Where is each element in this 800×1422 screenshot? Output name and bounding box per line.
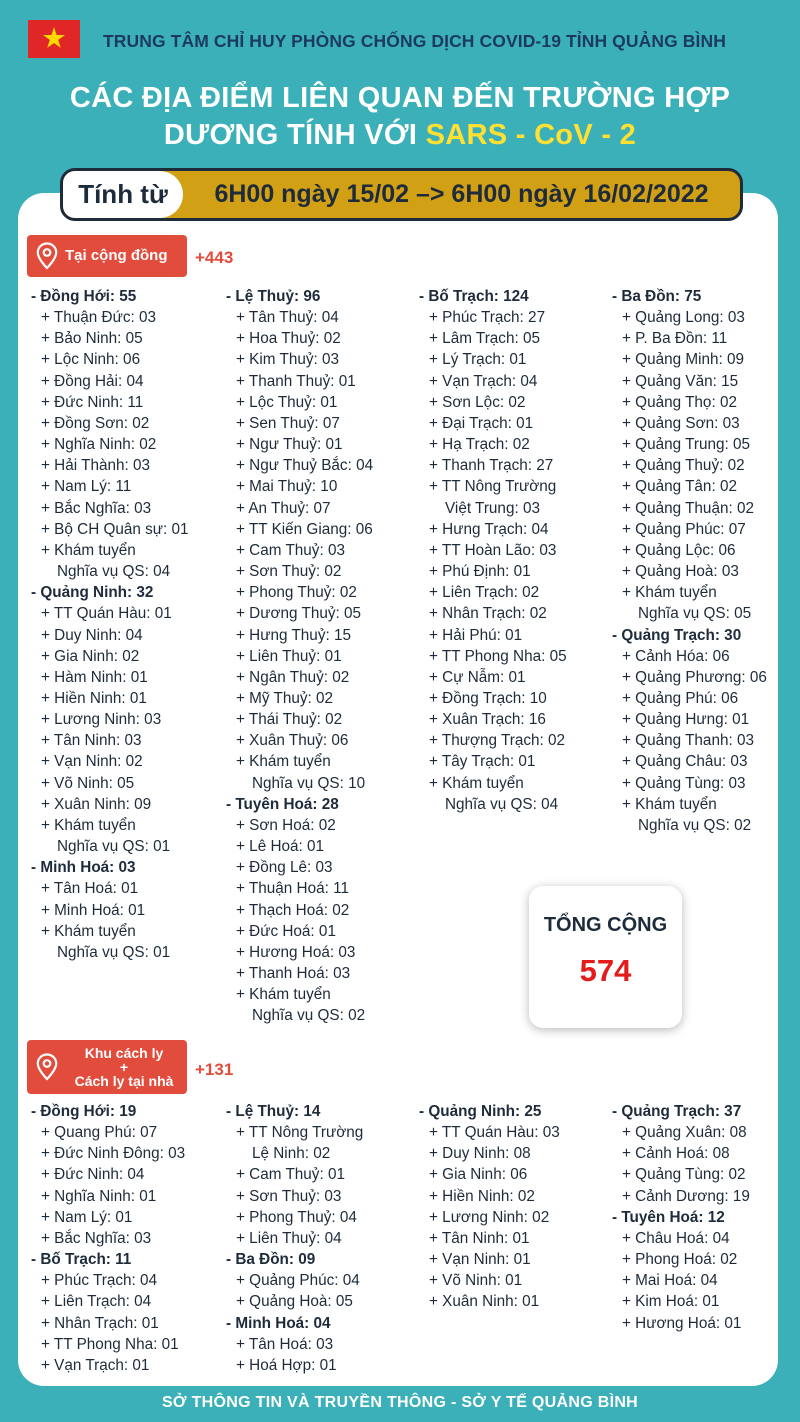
location-item: + Quảng Phương: 06 [622,668,767,686]
location-item: + Ngư Thuỷ: 01 [236,436,343,454]
location-item: + Quảng Phú: 06 [622,689,739,707]
location-item: + Thạch Hoá: 02 [236,901,350,919]
location-item: + Vạn Ninh: 01 [429,1251,531,1269]
district-heading: - Ba Đồn: 09 [226,1251,316,1269]
location-item: + Cảnh Hóa: 06 [622,647,730,665]
location-item: + Quảng Lộc: 06 [622,541,736,559]
location-item: + Nhân Trạch: 02 [429,605,547,623]
location-item: + Khám tuyển [429,774,524,792]
location-item: + TT Nông Trường [429,478,557,496]
location-item: + Cam Thuỷ: 03 [236,541,345,559]
location-item: + Hưng Trạch: 04 [429,520,549,538]
location-item: + TT Nông Trường [236,1124,364,1142]
location-item: + Phong Thuỷ: 02 [236,584,357,602]
location-item: + Nghĩa Ninh: 01 [41,1187,157,1205]
location-item: + TT Phong Nha: 01 [41,1335,179,1353]
location-item: + Hiền Ninh: 01 [41,689,147,707]
location-item: + Thanh Hoá: 03 [236,965,351,982]
district-heading: - Quảng Ninh: 25 [419,1103,542,1120]
location-item: + Duy Ninh: 08 [429,1145,531,1163]
location-item: + Thanh Thuỷ: 01 [236,372,356,390]
location-item: + Đồng Trạch: 10 [429,689,547,707]
location-item: + P. Ba Đồn: 11 [622,330,728,348]
location-item: + Lương Ninh: 03 [41,711,162,729]
location-item-continued: Việt Trung: 03 [445,499,540,517]
location-item: + Thanh Trạch: 27 [429,457,554,475]
location-item: + Dương Thuỷ: 05 [236,605,362,623]
location-item: + Tân Hoá: 03 [236,1335,334,1353]
location-item: + Xuân Ninh: 01 [429,1293,540,1311]
location-item: + Quảng Phúc: 07 [622,520,746,538]
location-item: + Gia Ninh: 06 [429,1166,528,1184]
location-item: + Bộ CH Quân sự: 01 [41,520,189,538]
district-heading: - Lệ Thuỷ: 14 [226,1103,321,1120]
location-item: + Ngân Thuỷ: 02 [236,668,350,686]
date-range-bar [60,168,743,221]
location-item: + Xuân Thuỷ: 06 [236,732,349,750]
community-column [31,286,189,963]
location-item: + Võ Ninh: 05 [41,774,135,792]
community-tag-label: Tại cộng đồng [65,247,168,264]
location-item: + Thái Thuỷ: 02 [236,711,343,729]
location-item: + Bảo Ninh: 05 [41,330,143,348]
location-item: + Hàm Ninh: 01 [41,668,148,686]
location-item: + Quảng Châu: 03 [622,753,748,771]
location-item: + Phong Thuỷ: 04 [236,1208,357,1226]
location-item-continued: Lệ Ninh: 02 [252,1145,331,1163]
location-item: + Võ Ninh: 01 [429,1272,523,1290]
location-item: + Xuân Trạch: 16 [429,711,546,729]
location-item: + TT Quán Hàu: 01 [41,605,172,623]
quarantine-column [226,1101,363,1376]
location-item: + Phúc Trạch: 04 [41,1272,158,1290]
district-heading: - Lệ Thuỷ: 96 [226,288,321,305]
district-heading: - Quảng Trạch: 30 [612,626,742,644]
location-item: + Mỹ Thuỷ: 02 [236,689,334,707]
location-item-continued: Nghĩa vụ QS: 10 [252,774,366,792]
location-item: + An Thuỷ: 07 [236,499,331,517]
location-item: + Liên Trạch: 02 [429,584,540,602]
location-item: + Quảng Thuận: 02 [622,499,754,517]
location-item: + Cự Nẫm: 01 [429,668,526,686]
total-box [529,886,682,1028]
location-item: + Nhân Trạch: 01 [41,1314,159,1332]
location-item: + Lộc Ninh: 06 [41,351,141,369]
location-item: + Quảng Trung: 05 [622,436,750,454]
location-item: + Liên Thuỷ: 04 [236,1229,342,1247]
location-item: + Nghĩa Ninh: 02 [41,436,157,454]
district-heading: - Bố Trạch: 124 [419,288,529,305]
location-item: + Tân Thuỷ: 04 [236,309,339,327]
title-virus-name: SARS - CoV - 2 [425,119,637,151]
location-item: + Tân Ninh: 01 [429,1229,530,1247]
location-item-continued: Nghĩa vụ QS: 02 [252,1007,366,1025]
quarantine-label-plus: + [119,1059,129,1075]
footer-credit: SỞ THÔNG TIN VÀ TRUYỀN THÔNG - SỞ Y TẾ QUẢNG BÌNH [161,1394,639,1411]
location-pin-icon [36,1053,58,1081]
location-item-continued: Nghĩa vụ QS: 01 [57,838,171,856]
location-pin-icon [36,242,58,270]
date-range: 6H00 ngày 15/02 –> 6H00 ngày 16/02/2022 [214,180,709,208]
location-item: + Quảng Hoà: 05 [236,1293,353,1311]
location-item: + Đức Ninh: 11 [41,393,144,411]
community-count: +443 [195,248,234,267]
location-item: + Vạn Trạch: 01 [41,1356,150,1374]
location-item: + Vạn Ninh: 02 [41,753,143,771]
district-heading: - Quảng Ninh: 32 [31,584,154,602]
location-item: + Đức Ninh Đông: 03 [41,1145,186,1163]
location-item: + Hải Phú: 01 [429,626,523,644]
location-item: + Quảng Tùng: 03 [622,774,746,792]
location-item: + Cảnh Hoá: 08 [622,1145,730,1163]
location-item: + Quảng Hưng: 01 [622,711,750,729]
district-heading: - Đồng Hới: 19 [31,1103,137,1120]
location-item: + Gia Ninh: 02 [41,647,140,665]
district-heading: - Minh Hoá: 03 [31,859,136,877]
location-item: + Đồng Lê: 03 [236,859,333,877]
quarantine-label-line-2: Cách ly tại nhà [74,1073,174,1089]
location-item: + Minh Hoá: 01 [41,901,146,919]
quarantine-column [612,1101,750,1334]
location-item: + Ngư Thuỷ Bắc: 04 [236,457,374,475]
district-heading: - Tuyên Hoá: 12 [612,1208,725,1226]
location-item: + Hoa Thuỷ: 02 [236,330,341,348]
location-item: + Sơn Lộc: 02 [429,393,526,411]
location-item: + Quảng Tân: 02 [622,478,737,496]
location-item: + Khám tuyển [41,541,136,559]
location-item: + Hạ Trạch: 02 [429,436,530,454]
location-item: + TT Hoàn Lão: 03 [429,541,557,559]
location-item: + TT Phong Nha: 05 [429,647,567,665]
location-item: + TT Quán Hàu: 03 [429,1124,560,1142]
location-item: + Thuận Hoá: 11 [236,880,349,898]
location-item-continued: Nghĩa vụ QS: 05 [638,605,752,623]
location-item: + Quảng Long: 03 [622,309,745,327]
location-item: + Mai Thuỷ: 10 [236,478,338,496]
location-item: + Thuận Đức: 03 [41,309,156,327]
location-item: + Sơn Hoá: 02 [236,816,336,834]
page-title-line-1: CÁC ĐỊA ĐIỂM LIÊN QUAN ĐẾN TRƯỜNG HỢP [69,82,731,114]
location-item: + Đồng Sơn: 02 [41,414,150,432]
location-item: + Kim Hoá: 01 [622,1293,720,1311]
location-item: + Liên Thuỷ: 01 [236,647,342,665]
community-section-tag [27,235,187,277]
location-item: + Phúc Trạch: 27 [429,309,546,327]
title-prefix: DƯƠNG TÍNH VỚI [163,119,418,151]
location-item: + Tân Hoá: 01 [41,880,139,898]
location-item: + Khám tuyển [236,986,331,1004]
location-item-continued: Nghĩa vụ QS: 02 [638,816,752,834]
community-column [226,286,373,1026]
location-item: + Khám tuyển [41,922,136,940]
location-item: + Mai Hoá: 04 [622,1272,718,1290]
location-item: + Nam Lý: 11 [41,478,132,496]
location-item: + Thượng Trạch: 02 [429,732,566,750]
quarantine-count: +131 [195,1060,234,1079]
location-item: + Kim Thuỷ: 03 [236,351,340,369]
location-item-continued: Nghĩa vụ QS: 04 [57,563,171,581]
community-column [419,286,567,815]
organization-name: TRUNG TÂM CHỈ HUY PHÒNG CHỐNG DỊCH COVID-19 TỈNH QUẢNG BÌNH [103,31,726,51]
location-item: + Khám tuyển [41,816,136,834]
location-item: + Quảng Xuân: 08 [622,1124,747,1142]
location-item: + Quảng Thanh: 03 [622,732,754,750]
quarantine-section-tag [27,1040,187,1094]
location-item: + Lê Hoá: 01 [236,838,325,856]
location-item: + Phú Định: 01 [429,563,531,581]
location-item: + Đức Ninh: 04 [41,1166,145,1184]
location-item: + Quảng Tùng: 02 [622,1166,746,1184]
total-label: TỔNG CỘNG [543,914,668,936]
quarantine-tag-label [65,1046,183,1088]
location-item: + Quảng Hoà: 03 [622,563,739,581]
location-item: + TT Kiến Giang: 06 [236,520,373,538]
location-item: + Lâm Trạch: 05 [429,330,540,348]
location-item: + Lộc Thuỷ: 01 [236,393,338,411]
total-value: 574 [579,953,632,988]
location-item: + Bắc Nghĩa: 03 [41,1229,152,1247]
location-item: + Châu Hoá: 04 [622,1229,730,1247]
location-item: + Quảng Thọ: 02 [622,393,737,411]
location-item: + Sen Thuỷ: 07 [236,414,340,432]
location-item: + Lý Trạch: 01 [429,351,527,369]
location-item: + Hương Hoá: 01 [622,1314,742,1332]
location-item: + Phong Hoá: 02 [622,1251,738,1269]
district-heading: - Bố Trạch: 11 [31,1251,132,1269]
location-item: + Cam Thuỷ: 01 [236,1166,345,1184]
location-item: + Xuân Ninh: 09 [41,795,152,813]
location-item-continued: Nghĩa vụ QS: 01 [57,943,171,961]
date-label: Tính từ [63,171,183,218]
page-title-line-2 [0,119,800,152]
location-item: + Quảng Văn: 15 [622,372,739,390]
location-item: + Lương Ninh: 02 [429,1208,550,1226]
location-item: + Hương Hoá: 03 [236,943,356,961]
location-item: + Tây Trạch: 01 [429,753,536,771]
quarantine-column [419,1101,560,1313]
location-item: + Đại Trạch: 01 [429,414,534,432]
district-heading: - Ba Đồn: 75 [612,288,702,305]
vietnam-flag-icon [28,20,80,58]
location-item: + Bắc Nghĩa: 03 [41,499,152,517]
location-item: + Hưng Thuỷ: 15 [236,626,351,644]
location-item: + Quảng Phúc: 04 [236,1272,360,1290]
location-item: + Quang Phú: 07 [41,1124,158,1142]
district-heading: - Minh Hoá: 04 [226,1314,331,1332]
location-item: + Duy Ninh: 04 [41,626,143,644]
location-item: + Khám tuyển [622,584,717,602]
location-item: + Cảnh Dương: 19 [622,1187,750,1205]
location-item: + Quảng Minh: 09 [622,351,745,369]
location-item: + Hoá Hợp: 01 [236,1356,337,1374]
location-item: + Sơn Thuỷ: 02 [236,563,342,581]
district-heading: - Quảng Trạch: 37 [612,1103,742,1120]
quarantine-label-line-1: Khu cách ly [84,1045,164,1061]
location-item: + Quảng Sơn: 03 [622,414,740,432]
district-heading: - Đồng Hới: 55 [31,288,137,305]
location-item: + Khám tuyển [236,753,331,771]
location-item: + Hiền Ninh: 02 [429,1187,535,1205]
location-item: + Hải Thành: 03 [41,457,150,475]
location-item: + Đồng Hải: 04 [41,372,144,390]
location-item: + Tân Ninh: 03 [41,732,142,750]
location-item: + Nam Lý: 01 [41,1208,133,1226]
location-item: + Đức Hoá: 01 [236,922,336,940]
location-item: + Sơn Thuỷ: 03 [236,1187,342,1205]
location-item: + Khám tuyển [622,795,717,813]
district-heading: - Tuyên Hoá: 28 [226,795,339,813]
location-item-continued: Nghĩa vụ QS: 04 [445,795,559,813]
quarantine-column [31,1101,185,1376]
location-item: + Liên Trạch: 04 [41,1293,152,1311]
community-column [612,286,767,836]
location-item: + Vạn Trạch: 04 [429,372,538,390]
location-item: + Quảng Thuỷ: 02 [622,457,745,475]
